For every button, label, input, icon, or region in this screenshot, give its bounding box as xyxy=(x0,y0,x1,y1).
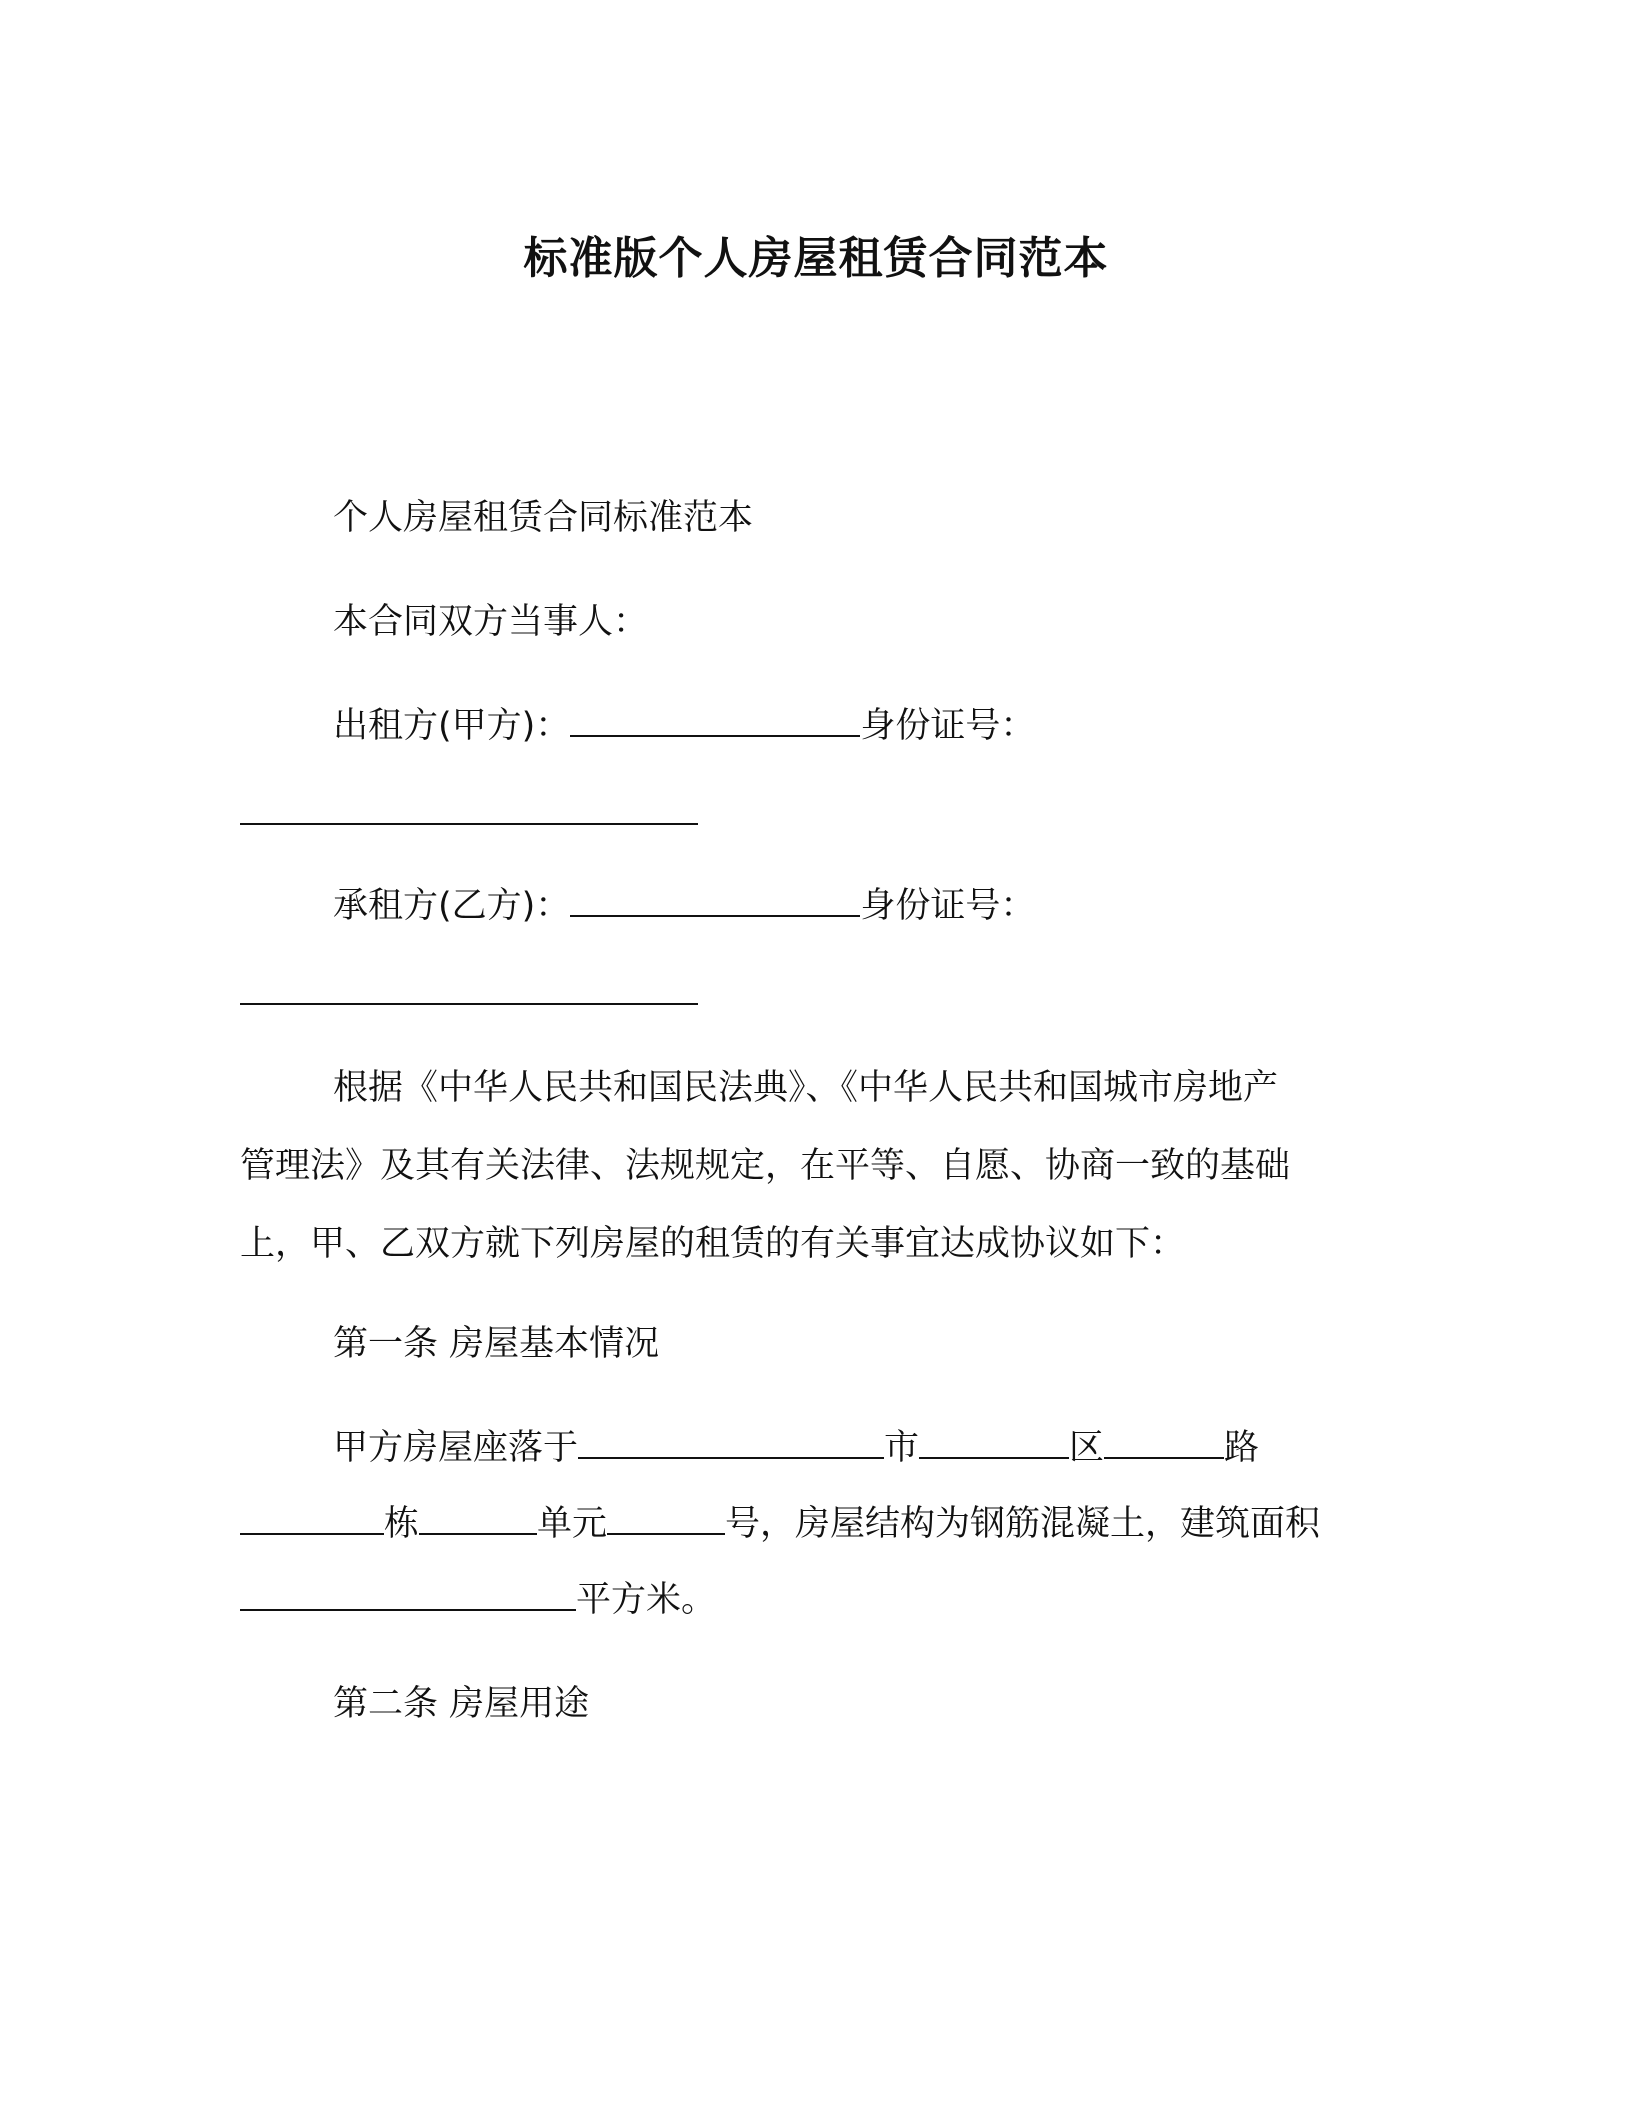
lessor-id-line xyxy=(240,792,698,836)
lessor-id-blank[interactable] xyxy=(240,793,698,825)
lessee-id-line xyxy=(240,972,698,1016)
lessee-label: 承租方(乙方)： xyxy=(333,886,571,926)
lessor-label: 出租方(甲方)： xyxy=(333,706,571,746)
road-text: 路 xyxy=(1224,1428,1260,1468)
parties-intro: 本合同双方当事人： xyxy=(333,602,649,642)
preamble-line-3: 上，甲、乙双方就下列房屋的租赁的有关事宜达成协议如下： xyxy=(240,1224,1186,1264)
building-text: 栋 xyxy=(384,1504,420,1544)
district-blank[interactable] xyxy=(1104,1427,1224,1459)
city-text: 市 xyxy=(884,1428,920,1468)
location-text: 甲方房屋座落于 xyxy=(333,1428,579,1468)
number-blank[interactable] xyxy=(607,1503,725,1535)
article1-heading: 第一条 房屋基本情况 xyxy=(333,1324,660,1364)
unit-blank[interactable] xyxy=(419,1503,537,1535)
lessor-id-label: 身份证号： xyxy=(860,706,1036,746)
location-blank[interactable] xyxy=(578,1427,884,1459)
structure-text: 号，房屋结构为钢筋混凝土，建筑面积 xyxy=(725,1504,1321,1544)
lessee-id-blank[interactable] xyxy=(240,973,698,1005)
article2-heading: 第二条 房屋用途 xyxy=(333,1684,590,1724)
building-blank[interactable] xyxy=(240,1503,384,1535)
lessor-name-blank[interactable] xyxy=(570,705,860,737)
article1-line-2 xyxy=(240,1502,1320,1546)
article1-line-3 xyxy=(240,1578,716,1622)
document-title: 标准版个人房屋租赁合同范本 xyxy=(523,233,1109,284)
area-unit-text: 平方米。 xyxy=(576,1580,717,1620)
lessee-id-label: 身份证号： xyxy=(860,886,1036,926)
city-blank[interactable] xyxy=(919,1427,1069,1459)
lessee-line xyxy=(333,884,1035,928)
article1-line-1 xyxy=(333,1426,1259,1470)
preamble-line-1: 根据《中华人民共和国民法典》、《中华人民共和国城市房地产 xyxy=(333,1068,1279,1108)
preamble-line-2: 管理法》及其有关法律、法规规定，在平等、自愿、协商一致的基础 xyxy=(240,1146,1291,1186)
subtitle: 个人房屋租赁合同标准范本 xyxy=(333,498,754,538)
lessee-name-blank[interactable] xyxy=(570,885,860,917)
district-text: 区 xyxy=(1069,1428,1105,1468)
area-blank[interactable] xyxy=(240,1579,576,1611)
unit-text: 单元 xyxy=(537,1504,608,1544)
lessor-line xyxy=(333,704,1035,748)
